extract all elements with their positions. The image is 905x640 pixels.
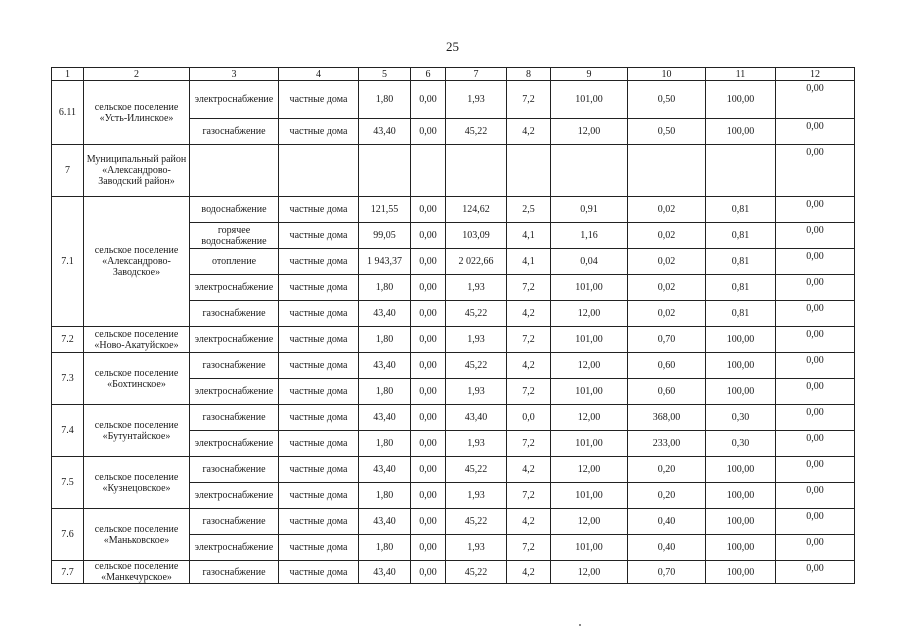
service-cell: электроснабжение: [190, 535, 279, 561]
table-row: [52, 457, 855, 483]
value-cell-12: 0,00: [776, 249, 855, 275]
value-cell-12: 0,00: [776, 275, 855, 301]
settlement-name-cell: сельское поселение «Бутунтайское»: [84, 405, 190, 457]
value-cell-7: 45,22: [446, 301, 507, 327]
value-cell-10: 0,40: [628, 509, 706, 535]
settlement-name-cell: сельское поселение «Кузнецовское»: [84, 457, 190, 509]
value-cell-12: 0,00: [776, 197, 855, 223]
value-cell-7: 1,93: [446, 275, 507, 301]
row-number-cell: 7.1: [52, 197, 84, 327]
value-cell-10: 0,70: [628, 561, 706, 584]
housing-type-cell: частные дома: [279, 275, 359, 301]
column-header: 6: [411, 68, 446, 81]
column-header: 8: [507, 68, 551, 81]
value-cell-5: 43,40: [359, 119, 411, 145]
value-cell-9: 101,00: [551, 483, 628, 509]
value-cell-6: [411, 145, 446, 197]
value-cell-10: 0,02: [628, 301, 706, 327]
value-cell-11: 0,81: [706, 301, 776, 327]
settlement-name-cell: сельское поселение «Александрово-Заводское»: [84, 197, 190, 327]
housing-type-cell: частные дома: [279, 327, 359, 353]
row-number-cell: 7.5: [52, 457, 84, 509]
value-cell-10: 0,02: [628, 249, 706, 275]
value-cell-11: 0,81: [706, 249, 776, 275]
row-number-cell: 7.7: [52, 561, 84, 584]
value-cell-5: 121,55: [359, 197, 411, 223]
value-cell-6: 0,00: [411, 405, 446, 431]
value-cell-12: 0,00: [776, 457, 855, 483]
settlement-name-cell: сельское поселение «Бохтинское»: [84, 353, 190, 405]
value-cell-5: 1 943,37: [359, 249, 411, 275]
row-number-cell: 6.11: [52, 81, 84, 145]
value-cell-7: 1,93: [446, 81, 507, 119]
value-cell-11: 0,81: [706, 197, 776, 223]
value-cell-9: [551, 145, 628, 197]
value-cell-9: 101,00: [551, 81, 628, 119]
value-cell-7: 45,22: [446, 561, 507, 584]
value-cell-8: [507, 145, 551, 197]
value-cell-12: 0,00: [776, 535, 855, 561]
value-cell-8: 4,2: [507, 457, 551, 483]
value-cell-8: 7,2: [507, 535, 551, 561]
column-header: 12: [776, 68, 855, 81]
value-cell-8: 0,0: [507, 405, 551, 431]
value-cell-10: 233,00: [628, 431, 706, 457]
housing-type-cell: частные дома: [279, 197, 359, 223]
value-cell-12: 0,00: [776, 327, 855, 353]
service-cell: электроснабжение: [190, 379, 279, 405]
value-cell-5: 1,80: [359, 81, 411, 119]
value-cell-11: 100,00: [706, 509, 776, 535]
table-row: [52, 81, 855, 119]
row-number-cell: 7.4: [52, 405, 84, 457]
value-cell-6: 0,00: [411, 81, 446, 119]
value-cell-11: 100,00: [706, 119, 776, 145]
value-cell-11: 0,81: [706, 275, 776, 301]
header-row: [52, 68, 855, 81]
column-header: 1: [52, 68, 84, 81]
column-header: 3: [190, 68, 279, 81]
column-header: 11: [706, 68, 776, 81]
value-cell-8: 4,2: [507, 301, 551, 327]
value-cell-11: 100,00: [706, 81, 776, 119]
value-cell-7: 124,62: [446, 197, 507, 223]
value-cell-9: 12,00: [551, 457, 628, 483]
value-cell-12: 0,00: [776, 119, 855, 145]
value-cell-5: 1,80: [359, 535, 411, 561]
service-cell: электроснабжение: [190, 327, 279, 353]
value-cell-7: 1,93: [446, 483, 507, 509]
value-cell-6: 0,00: [411, 353, 446, 379]
value-cell-6: 0,00: [411, 119, 446, 145]
value-cell-5: 1,80: [359, 327, 411, 353]
service-cell: электроснабжение: [190, 81, 279, 119]
value-cell-5: 1,80: [359, 483, 411, 509]
housing-type-cell: частные дома: [279, 379, 359, 405]
scan-speck: [579, 624, 581, 626]
value-cell-6: 0,00: [411, 457, 446, 483]
value-cell-8: 7,2: [507, 431, 551, 457]
value-cell-6: 0,00: [411, 535, 446, 561]
value-cell-11: 0,30: [706, 431, 776, 457]
value-cell-8: 7,2: [507, 81, 551, 119]
value-cell-7: 1,93: [446, 535, 507, 561]
value-cell-9: 101,00: [551, 275, 628, 301]
housing-type-cell: частные дома: [279, 561, 359, 584]
column-header: 5: [359, 68, 411, 81]
service-cell: электроснабжение: [190, 275, 279, 301]
value-cell-9: 1,16: [551, 223, 628, 249]
table-row: [52, 561, 855, 584]
value-cell-9: 12,00: [551, 353, 628, 379]
column-header: 9: [551, 68, 628, 81]
value-cell-5: 1,80: [359, 431, 411, 457]
value-cell-5: 43,40: [359, 353, 411, 379]
value-cell-10: 0,20: [628, 483, 706, 509]
service-cell: газоснабжение: [190, 119, 279, 145]
value-cell-8: 4,2: [507, 119, 551, 145]
housing-type-cell: частные дома: [279, 431, 359, 457]
service-cell: [190, 145, 279, 197]
service-cell: газоснабжение: [190, 353, 279, 379]
value-cell-10: 0,20: [628, 457, 706, 483]
value-cell-12: 0,00: [776, 561, 855, 584]
value-cell-12: 0,00: [776, 431, 855, 457]
value-cell-7: 45,22: [446, 353, 507, 379]
value-cell-5: 1,80: [359, 379, 411, 405]
value-cell-7: 45,22: [446, 509, 507, 535]
value-cell-8: 7,2: [507, 275, 551, 301]
value-cell-8: 7,2: [507, 379, 551, 405]
value-cell-11: 100,00: [706, 483, 776, 509]
value-cell-6: 0,00: [411, 275, 446, 301]
row-number-cell: 7: [52, 145, 84, 197]
value-cell-11: 100,00: [706, 379, 776, 405]
value-cell-8: 4,1: [507, 223, 551, 249]
value-cell-5: 1,80: [359, 275, 411, 301]
value-cell-7: 103,09: [446, 223, 507, 249]
value-cell-9: 0,91: [551, 197, 628, 223]
value-cell-8: 7,2: [507, 483, 551, 509]
value-cell-11: 100,00: [706, 535, 776, 561]
value-cell-8: 4,1: [507, 249, 551, 275]
settlement-name-cell: Муниципальный район «Александрово-Заводский район»: [84, 145, 190, 197]
value-cell-10: 0,02: [628, 223, 706, 249]
value-cell-9: 12,00: [551, 561, 628, 584]
value-cell-8: 2,5: [507, 197, 551, 223]
row-number-cell: 7.2: [52, 327, 84, 353]
service-cell: электроснабжение: [190, 431, 279, 457]
value-cell-11: [706, 145, 776, 197]
value-cell-9: 12,00: [551, 509, 628, 535]
value-cell-10: 0,50: [628, 119, 706, 145]
value-cell-10: 0,50: [628, 81, 706, 119]
value-cell-5: [359, 145, 411, 197]
housing-type-cell: частные дома: [279, 301, 359, 327]
value-cell-11: 100,00: [706, 561, 776, 584]
value-cell-6: 0,00: [411, 197, 446, 223]
value-cell-5: 43,40: [359, 405, 411, 431]
row-number-cell: 7.3: [52, 353, 84, 405]
table-row: [52, 509, 855, 535]
page-number: 25: [446, 39, 459, 54]
value-cell-12: 0,00: [776, 483, 855, 509]
row-number-cell: 7.6: [52, 509, 84, 561]
value-cell-5: 99,05: [359, 223, 411, 249]
value-cell-7: 2 022,66: [446, 249, 507, 275]
value-cell-12: 0,00: [776, 379, 855, 405]
value-cell-8: 4,2: [507, 509, 551, 535]
value-cell-6: 0,00: [411, 509, 446, 535]
service-cell: газоснабжение: [190, 561, 279, 584]
value-cell-12: 0,00: [776, 145, 855, 197]
value-cell-5: 43,40: [359, 561, 411, 584]
value-cell-6: 0,00: [411, 561, 446, 584]
housing-type-cell: частные дома: [279, 81, 359, 119]
service-cell: отопление: [190, 249, 279, 275]
value-cell-7: 45,22: [446, 119, 507, 145]
value-cell-9: 101,00: [551, 535, 628, 561]
service-cell: водоснабжение: [190, 197, 279, 223]
value-cell-9: 101,00: [551, 379, 628, 405]
value-cell-11: 0,30: [706, 405, 776, 431]
value-cell-11: 0,81: [706, 223, 776, 249]
housing-type-cell: [279, 145, 359, 197]
housing-type-cell: частные дома: [279, 353, 359, 379]
table-row: [52, 405, 855, 431]
value-cell-6: 0,00: [411, 249, 446, 275]
value-cell-6: 0,00: [411, 301, 446, 327]
value-cell-9: 0,04: [551, 249, 628, 275]
service-cell: электроснабжение: [190, 483, 279, 509]
tariff-table: [51, 67, 855, 584]
table-row: [52, 327, 855, 353]
value-cell-8: 4,2: [507, 561, 551, 584]
value-cell-10: [628, 145, 706, 197]
housing-type-cell: частные дома: [279, 483, 359, 509]
column-header: 4: [279, 68, 359, 81]
table-row: [52, 145, 855, 197]
value-cell-12: 0,00: [776, 81, 855, 119]
value-cell-7: 1,93: [446, 431, 507, 457]
value-cell-5: 43,40: [359, 301, 411, 327]
value-cell-12: 0,00: [776, 301, 855, 327]
value-cell-7: [446, 145, 507, 197]
value-cell-10: 0,60: [628, 353, 706, 379]
value-cell-9: 101,00: [551, 431, 628, 457]
table-body: [52, 68, 855, 584]
value-cell-12: 0,00: [776, 405, 855, 431]
value-cell-11: 100,00: [706, 353, 776, 379]
settlement-name-cell: сельское поселение «Ново-Акатуйское»: [84, 327, 190, 353]
value-cell-9: 12,00: [551, 301, 628, 327]
value-cell-12: 0,00: [776, 509, 855, 535]
value-cell-12: 0,00: [776, 223, 855, 249]
housing-type-cell: частные дома: [279, 119, 359, 145]
housing-type-cell: частные дома: [279, 405, 359, 431]
settlement-name-cell: сельское поселение «Усть-Илинское»: [84, 81, 190, 145]
value-cell-6: 0,00: [411, 327, 446, 353]
value-cell-10: 0,02: [628, 275, 706, 301]
column-header: 7: [446, 68, 507, 81]
value-cell-9: 12,00: [551, 119, 628, 145]
value-cell-6: 0,00: [411, 483, 446, 509]
service-cell: газоснабжение: [190, 301, 279, 327]
housing-type-cell: частные дома: [279, 509, 359, 535]
service-cell: газоснабжение: [190, 405, 279, 431]
column-header: 2: [84, 68, 190, 81]
value-cell-9: 101,00: [551, 327, 628, 353]
value-cell-6: 0,00: [411, 431, 446, 457]
settlement-name-cell: сельское поселение «Маньковское»: [84, 509, 190, 561]
value-cell-12: 0,00: [776, 353, 855, 379]
housing-type-cell: частные дома: [279, 457, 359, 483]
value-cell-11: 100,00: [706, 457, 776, 483]
housing-type-cell: частные дома: [279, 249, 359, 275]
settlement-name-cell: сельское поселение «Манкечурское»: [84, 561, 190, 584]
value-cell-9: 12,00: [551, 405, 628, 431]
value-cell-10: 0,70: [628, 327, 706, 353]
value-cell-8: 7,2: [507, 327, 551, 353]
service-cell: горячее водоснабжение: [190, 223, 279, 249]
column-header: 10: [628, 68, 706, 81]
value-cell-5: 43,40: [359, 457, 411, 483]
housing-type-cell: частные дома: [279, 223, 359, 249]
value-cell-7: 45,22: [446, 457, 507, 483]
value-cell-11: 100,00: [706, 327, 776, 353]
value-cell-8: 4,2: [507, 353, 551, 379]
value-cell-6: 0,00: [411, 379, 446, 405]
value-cell-10: 0,60: [628, 379, 706, 405]
service-cell: газоснабжение: [190, 457, 279, 483]
value-cell-5: 43,40: [359, 509, 411, 535]
service-cell: газоснабжение: [190, 509, 279, 535]
value-cell-6: 0,00: [411, 223, 446, 249]
value-cell-10: 0,40: [628, 535, 706, 561]
value-cell-7: 1,93: [446, 327, 507, 353]
table-row: [52, 353, 855, 379]
value-cell-7: 1,93: [446, 379, 507, 405]
housing-type-cell: частные дома: [279, 535, 359, 561]
table-row: [52, 197, 855, 223]
value-cell-10: 0,02: [628, 197, 706, 223]
value-cell-7: 43,40: [446, 405, 507, 431]
value-cell-10: 368,00: [628, 405, 706, 431]
